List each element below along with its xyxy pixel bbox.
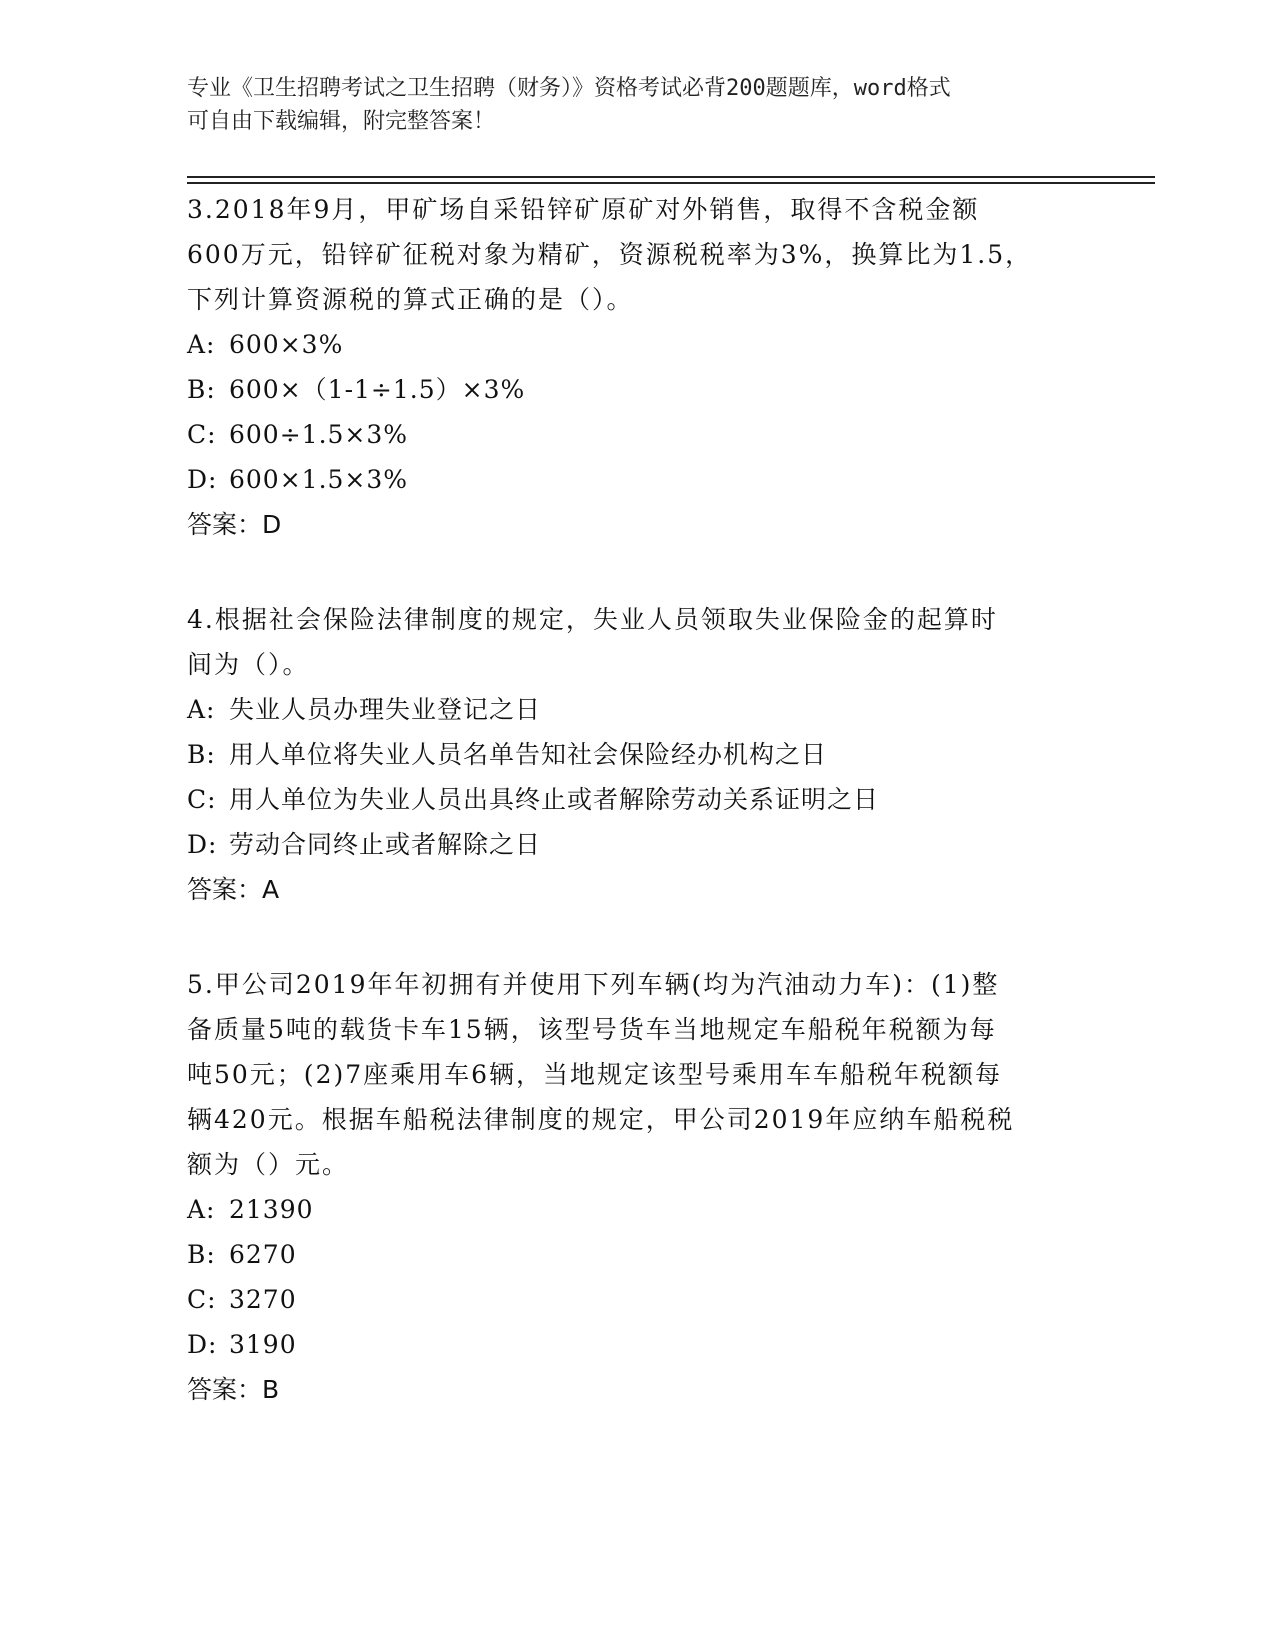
option-c: [187, 777, 1067, 822]
question-3: [187, 187, 1067, 547]
option-text: 3270: [229, 1285, 297, 1314]
option-letter: B:: [187, 1240, 216, 1269]
question-text-line: 吨50元；(2)7座乘用车6辆，当地规定该型号乘用车车船税年税额每: [187, 1060, 1003, 1089]
option-text: 6270: [229, 1240, 297, 1269]
option-text: 600×1.5×3%: [229, 465, 409, 494]
option-letter: A:: [187, 1195, 216, 1224]
header-line-2: 可自由下载编辑，附完整答案！: [187, 109, 496, 134]
header-line-1: 专业《卫生招聘考试之卫生招聘（财务）》资格考试必背200题题库，word格式: [187, 76, 951, 101]
option-text: 600×3%: [229, 330, 344, 359]
option-c: [187, 412, 1067, 457]
option-text: 用人单位为失业人员出具终止或者解除劳动关系证明之日: [229, 785, 880, 814]
option-letter: D:: [187, 1330, 218, 1359]
header-rule-top: [187, 176, 1155, 178]
option-text: 用人单位将失业人员名单告知社会保险经办机构之日: [229, 740, 828, 769]
answer-line: 答案：A: [187, 875, 280, 904]
question-text-line: 下列计算资源税的算式正确的是（）。: [187, 285, 634, 314]
answer-line: 答案：B: [187, 1375, 280, 1404]
question-text-line: 4.根据社会保险法律制度的规定，失业人员领取失业保险金的起算时: [187, 605, 998, 634]
option-a: [187, 322, 1067, 367]
option-a: [187, 1187, 1067, 1232]
option-text: 21390: [229, 1195, 314, 1224]
question-4: [187, 597, 1067, 912]
option-letter: C:: [187, 1285, 217, 1314]
question-text-line: 3.2018年9月，甲矿场自采铅锌矿原矿对外销售，取得不含税金额: [187, 195, 980, 224]
option-letter: C:: [187, 420, 217, 449]
option-text: 600÷1.5×3%: [229, 420, 409, 449]
question-text-line: 额为（）元。: [187, 1150, 350, 1179]
question-text-line: 5.甲公司2019年年初拥有并使用下列车辆(均为汽油动力车)：(1)整: [187, 970, 1000, 999]
option-letter: C:: [187, 785, 217, 814]
option-text: 600×（1-1÷1.5）×3%: [229, 375, 526, 404]
document-header: [187, 72, 1087, 138]
option-text: 失业人员办理失业登记之日: [229, 695, 542, 724]
option-d: [187, 822, 1067, 867]
option-letter: A:: [187, 695, 216, 724]
option-b: [187, 1232, 1067, 1277]
option-a: [187, 687, 1067, 732]
option-letter: B:: [187, 740, 216, 769]
question-text-line: 辆420元。根据车船税法律制度的规定，甲公司2019年应纳车船税税: [187, 1105, 1015, 1134]
option-d: [187, 1322, 1067, 1367]
option-b: [187, 732, 1067, 777]
question-5: [187, 962, 1067, 1412]
option-letter: D:: [187, 830, 218, 859]
question-text-line: 备质量5吨的载货卡车15辆，该型号货车当地规定车船税年税额为每: [187, 1015, 997, 1044]
option-letter: B:: [187, 375, 216, 404]
question-text-line: 600万元，铅锌矿征税对象为精矿，资源税税率为3%，换算比为1.5，: [187, 240, 1033, 269]
answer-line: 答案：D: [187, 510, 282, 539]
question-text-line: 间为（）。: [187, 650, 310, 679]
option-letter: A:: [187, 330, 216, 359]
header-rule-bottom: [187, 182, 1155, 184]
option-b: [187, 367, 1067, 412]
option-c: [187, 1277, 1067, 1322]
option-text: 劳动合同终止或者解除之日: [229, 830, 542, 859]
option-text: 3190: [229, 1330, 297, 1359]
option-letter: D:: [187, 465, 218, 494]
option-d: [187, 457, 1067, 502]
